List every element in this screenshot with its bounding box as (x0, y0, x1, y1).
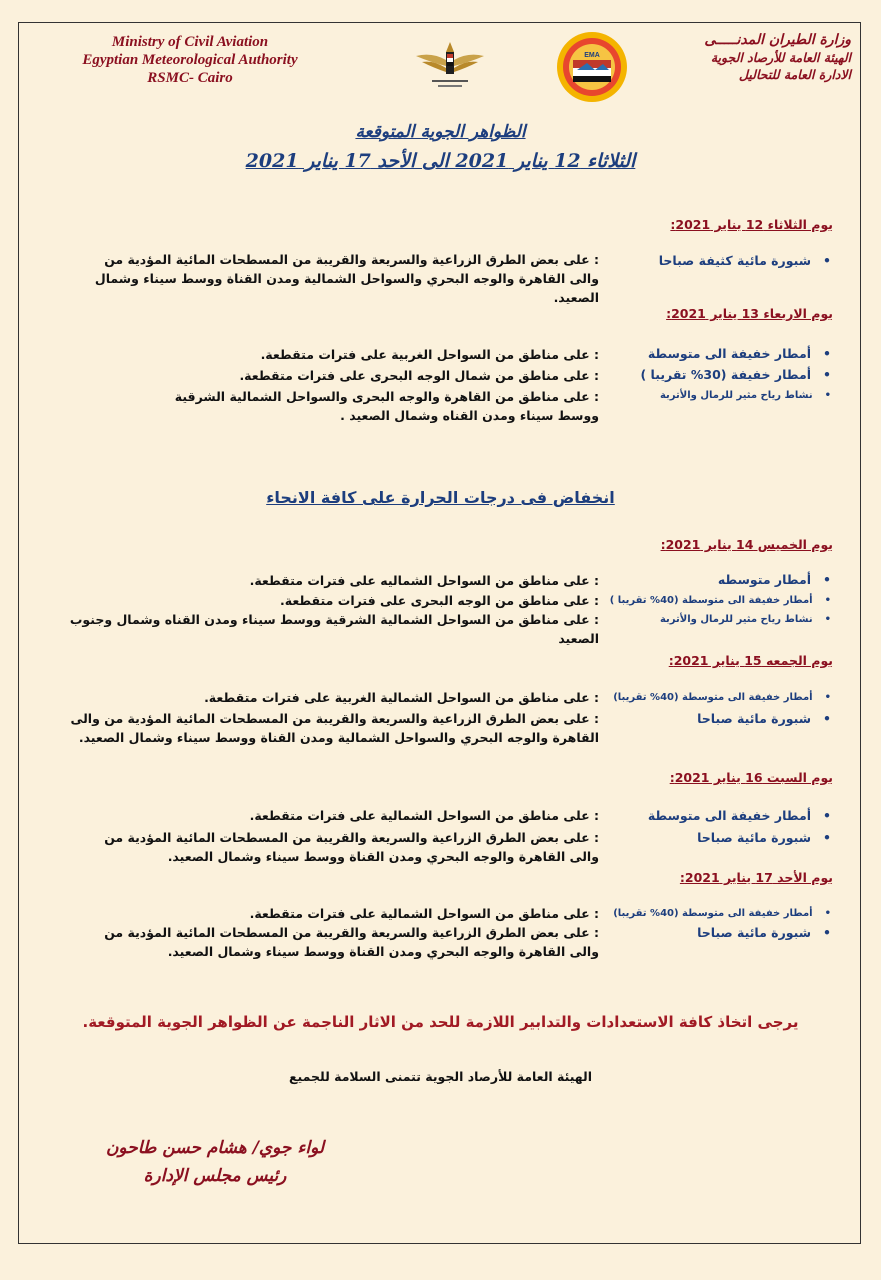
phenomenon: • أمطار خفيفة (30% تقريبا ) (640, 367, 831, 382)
temperature-note: انخفاض فى درجات الحرارة على كافة الانحاء (266, 488, 615, 507)
safety-note: الهيئة العامة للأرصاد الجوية تتمنى السلامة للجميع (288, 1069, 593, 1084)
location-text: : على بعض الطرق الزراعية والسريعة والقريبة من المسطحات المائية المؤدية من والى القاهرة والوجه البحري ومدن القناة ووسط سيناء وشمال الصعيد. (104, 830, 599, 864)
day-heading: يوم الثلاثاء 12 يناير 2021: (670, 217, 833, 232)
location-text: : على بعض الطرق الزراعية والسريعة والقريبة من المسطحات المائية المؤدية من والى القاهرة والوجه البحري والسواحل الشمالية ومدن القناة ووسط سيناء وشمال الصعيد. (70, 711, 599, 745)
phenomenon: • أمطار خفيفة الى متوسطة (648, 346, 831, 361)
authority-name: Egyptian Meteorological Authority (82, 52, 298, 68)
civil-aviation-logo (410, 38, 490, 94)
location-text: : على بعض الطرق الزراعية والسريعة والقريبة من المسطحات المائية المؤدية من والى القاهرة والوجه البحري ومدن القناة ووسط سيناء وشمال الصعيد. (104, 925, 599, 959)
document-title: الظواهر الجوية المتوقعة (355, 122, 526, 142)
logo-text: EMA (584, 52, 600, 59)
phenomenon: • أمطار متوسطه (718, 572, 831, 587)
date-range-title: الثلاثاء 12 يناير 2021 الى الأحد 17 يناير 2021 (245, 150, 636, 172)
day-heading: يوم الاربعاء 13 يناير 2021: (666, 306, 833, 321)
location-text: : على مناطق من السواحل الشمالية على فترات متقطعة. (249, 808, 599, 823)
signatory-title: رئيس مجلس الإدارة (143, 1166, 287, 1186)
arabic-header (591, 32, 851, 83)
phenomenon: • شبورة مائية صباحا (697, 925, 831, 940)
phenomenon: • أمطار خفيفة الى متوسطة (40% تقريبا ) (610, 595, 831, 606)
phenomenon: • شبورة مائية كثيفة صباحا (659, 253, 831, 268)
phenomenon: • نشاط رياح مثير للرمال والأتربة (660, 614, 831, 625)
english-header (40, 33, 340, 87)
day-heading: يوم الأحد 17 يناير 2021: (679, 870, 833, 885)
location-text: : على مناطق من السواحل الشمالية الشرقية ووسط سيناء ومدن القناه وشمال وجنوب الصعيد (69, 612, 599, 646)
ministry-name: Ministry of Civil Aviation (111, 34, 269, 50)
location-text: : على مناطق من شمال الوجه البحرى على فترات متقطعة. (239, 368, 599, 383)
location-text: : على بعض الطرق الزراعية والسريعة والقريبة من المسطحات المائية المؤدية من والى القاهرة والوجه البحري والسواحل الشمالية ومدن القناة ووسط سيناء وشمال الصعيد. (94, 252, 599, 305)
location-text: : على مناطق من السواحل الشمالية الغربية على فترات متقطعة. (204, 690, 599, 705)
phenomenon: • أمطار خفيفة الى متوسطة (648, 808, 831, 823)
day-heading: يوم الجمعه 15 يناير 2021: (668, 653, 833, 668)
arabic-ministry-name: وزارة الطيران المدنـــــى (704, 32, 851, 48)
phenomenon: • نشاط رياح مثير للرمال والأتربة (660, 390, 831, 401)
arabic-department-name: الادارة العامة للتحاليل (738, 67, 851, 82)
arabic-authority-name: الهيئة العامة للأرصاد الجوية (710, 50, 851, 65)
center-name: RSMC- Cairo (147, 70, 233, 86)
signatory-name: لواء جوي/ هشام حسن طاحون (105, 1138, 325, 1158)
day-heading: يوم الخميس 14 يناير 2021: (660, 537, 833, 552)
location-text: : على مناطق من السواحل الغربية على فترات متقطعة. (260, 347, 599, 362)
phenomenon: • أمطار خفيفة الى متوسطة (40% تقريبا) (613, 908, 831, 919)
location-text: : على مناطق من الوجه البحرى على فترات متقطعة. (280, 593, 599, 608)
phenomenon: • شبورة مائية صباحا (697, 711, 831, 726)
location-text: : على مناطق من القاهرة والوجه البحرى والسواحل الشمالية الشرقية ووسط سيناء ومدن القناه وشمال الصعيد . (174, 389, 599, 423)
location-text: : على مناطق من السواحل الشماليه على فترات متقطعة. (249, 573, 599, 588)
location-text: : على مناطق من السواحل الشمالية على فترات متقطعة. (249, 906, 599, 921)
phenomenon: • شبورة مائية صباحا (697, 830, 831, 845)
phenomenon: • أمطار خفيفة الى متوسطة (40% تقريبا) (613, 692, 831, 703)
precaution-warning: يرجى اتخاذ كافة الاستعدادات والتدابير اللازمة للحد من الاثار الناجمة عن الظواهر الجوية المتوقعة. (82, 1013, 799, 1031)
day-heading: يوم السبت 16 يناير 2021: (669, 770, 833, 785)
